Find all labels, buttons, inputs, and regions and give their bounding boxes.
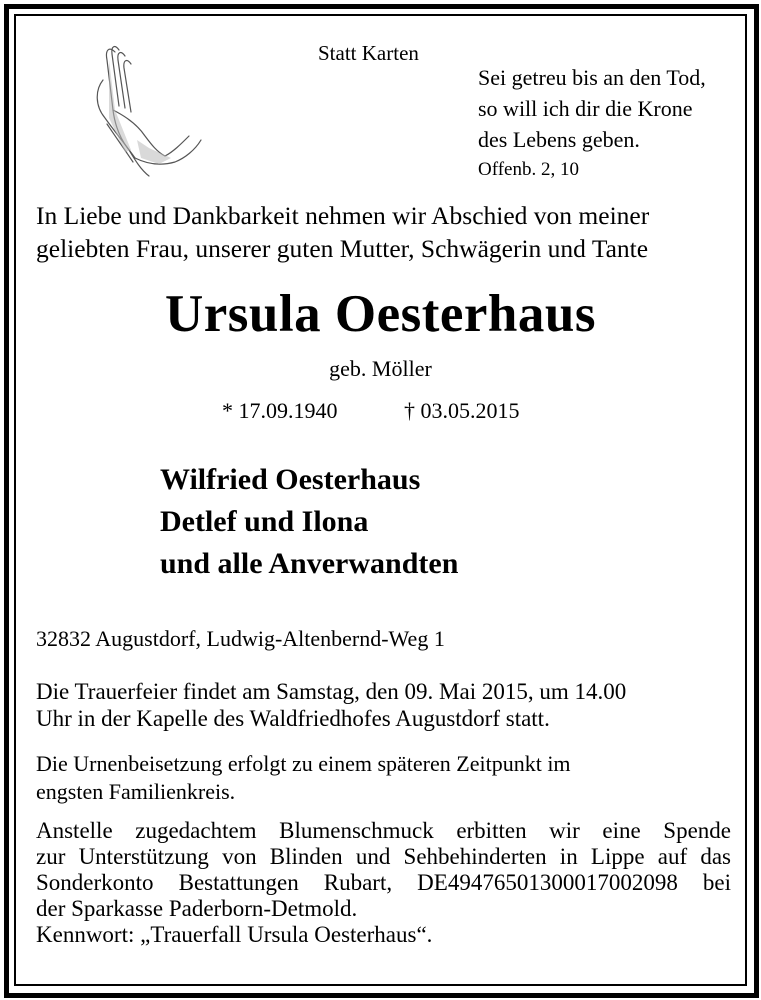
mourner-line: Detlef und Ilona [160,505,369,538]
verse-reference: Offenb. 2, 10 [478,159,579,180]
donation-keyword: Kennwort: „Trauerfall Ursula Oesterhaus“. [36,922,433,947]
verse-line: des Lebens geben. [478,127,640,152]
donation-notice [36,818,731,948]
donation-line: Sonderkonto Bestattungen Rubart, DE49476501300017002098 bei [36,870,731,895]
funeral-line: Die Trauerfeier findet am Samstag, den 09. Mai 2015, um 14.00 [36,679,627,704]
urn-burial-notice [36,750,731,806]
statt-karten-label: Statt Karten [318,41,419,65]
birth-date: * 17.09.1940 [222,398,338,423]
verse-line: Sei getreu bis an den Tod, [478,65,706,90]
praying-hands-icon [85,40,205,178]
mourner-line: Wilfried Oesterhaus [160,463,421,496]
funeral-notice [36,678,731,732]
urn-line: Die Urnenbeisetzung erfolgt zu einem späteren Zeitpunkt im [36,751,571,776]
intro-text [36,199,649,265]
donation-line: Anstelle zugedachtem Blumenschmuck erbitten wir eine Spende [36,818,731,843]
bible-verse [478,62,748,155]
funeral-line: Uhr in der Kapelle des Waldfriedhofes Augustdorf statt. [36,706,550,731]
deceased-name: Ursula Oesterhaus [164,285,597,343]
urn-line: engsten Familienkreis. [36,779,236,804]
donation-line: zur Unterstützung von Blinden und Sehbehinderten in Lippe auf das [36,844,731,869]
death-date: † 03.05.2015 [404,398,520,423]
donation-line: der Sparkasse Paderborn-Detmold. [36,896,358,921]
verse-line: so will ich dir die Krone [478,96,693,121]
birth-name: geb. Möller [329,356,432,381]
intro-line: geliebten Frau, unserer guten Mutter, Schwägerin und Tante [36,234,649,263]
mourners-list [160,459,458,585]
intro-line: In Liebe und Dankbarkeit nehmen wir Abschied von meiner [36,201,650,230]
mourner-line: und alle Anverwandten [160,547,459,580]
address: 32832 Augustdorf, Ludwig-Altenbernd-Weg 1 [36,626,445,651]
